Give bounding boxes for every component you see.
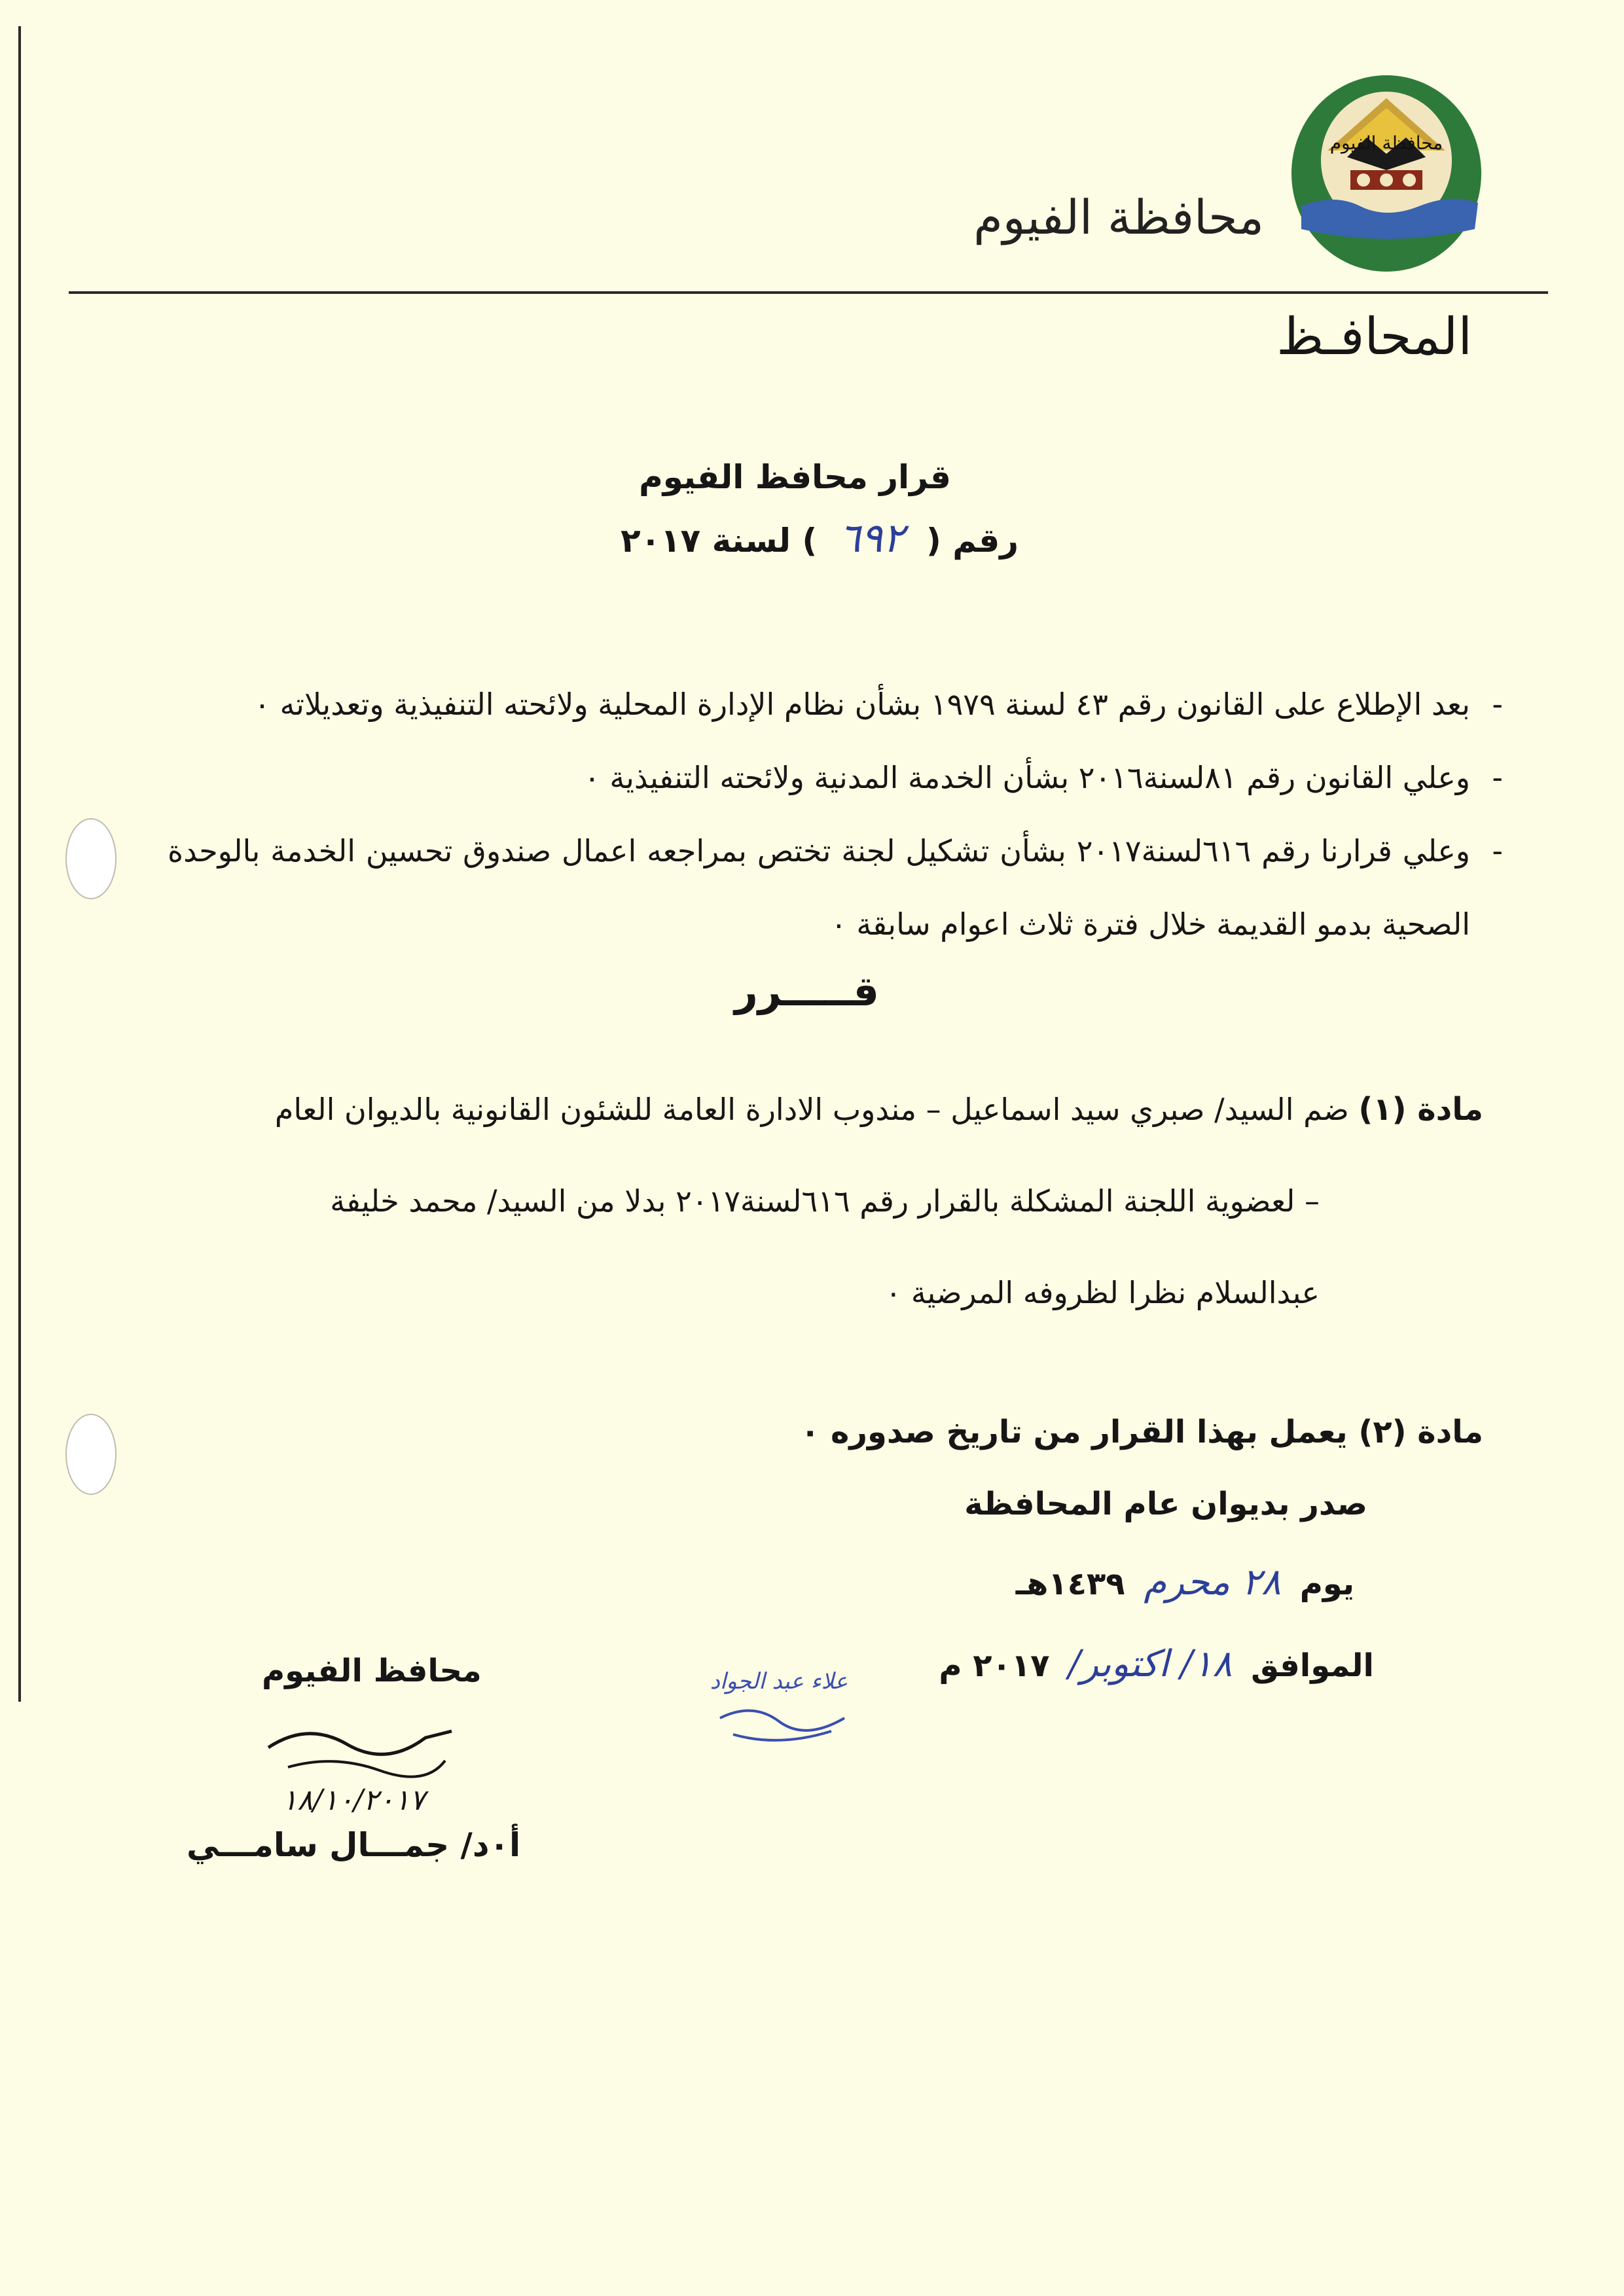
dash-bullet: - bbox=[1492, 833, 1503, 869]
preamble-text: بعد الإطلاع على القانون رقم ٤٣ لسنة ١٩٧٩ بشأن نظام الإدارة المحلية ولائحته التنفيذية وتعديلاته ٠ bbox=[254, 687, 1470, 722]
article-2-label: مادة (٢) bbox=[1358, 1414, 1483, 1450]
gregorian-handwritten: ١٨/ اكتوبر/ bbox=[1068, 1643, 1233, 1685]
scan-edge-line bbox=[18, 26, 21, 1702]
logo-wheel-spoke bbox=[1357, 173, 1370, 187]
header-divider bbox=[69, 291, 1548, 294]
preamble-item bbox=[168, 814, 1503, 961]
preamble-item bbox=[168, 741, 1503, 814]
gregorian-year: ٢٠١٧ م bbox=[939, 1647, 1050, 1684]
dash-bullet: - bbox=[1492, 760, 1503, 795]
article-1-line-3: عبدالسلام نظرا لظروفه المرضية ٠ bbox=[885, 1275, 1320, 1310]
signature-stroke bbox=[733, 1731, 831, 1740]
signature-stroke bbox=[720, 1711, 844, 1731]
logo-wheel-spoke bbox=[1403, 173, 1416, 187]
signature-stroke bbox=[288, 1761, 445, 1777]
article-1-line-2: – لعضوية اللجنة المشكلة بالقرار رقم ٦١٦لسنة٢٠١٧ بدلا من السيد/ محمد خليفة bbox=[330, 1183, 1320, 1219]
preamble-text: وعلي القانون رقم ٨١لسنة٢٠١٦ بشأن الخدمة المدنية ولائحته التنفيذية ٠ bbox=[584, 760, 1470, 795]
logo-text: محافظة الفيوم bbox=[1329, 132, 1443, 154]
gregorian-label: الموافق bbox=[1251, 1647, 1374, 1684]
decided-heading: قـــــرر bbox=[734, 967, 879, 1015]
preamble-list bbox=[168, 668, 1503, 961]
middle-signature-text: علاء عبد الجواد bbox=[710, 1668, 848, 1695]
governor-name: أ٠د/ جمـــال سامـــي bbox=[187, 1826, 521, 1864]
logo-wheel-spoke bbox=[1380, 173, 1393, 187]
decision-number-suffix: ) لسنة ٢٠١٧ bbox=[621, 522, 818, 560]
gregorian-date bbox=[939, 1643, 1374, 1685]
preamble-text: وعلي قرارنا رقم ٦١٦لسنة٢٠١٧ بشأن تشكيل لجنة تختص بمراجعه اعمال صندوق تحسين الخدمة بالوحدة الصحية بدمو القديمة خلال فترة ثلاث اعوام سابقة ٠ bbox=[168, 833, 1470, 942]
day-label: يوم bbox=[1299, 1566, 1354, 1602]
decision-number-handwritten: ٦٩٢ bbox=[839, 514, 905, 562]
decision-title: قرار محافظ الفيوم bbox=[639, 458, 951, 496]
governor-signature bbox=[229, 1708, 478, 1826]
article-2-text: يعمل بهذا القرار من تاريخ صدوره ٠ bbox=[801, 1414, 1348, 1450]
article-1 bbox=[141, 1064, 1483, 1338]
article-1-line-1: ضم السيد/ صبري سيد اسماعيل – مندوب الادارة العامة للشئون القانونية بالديوان العام bbox=[274, 1092, 1349, 1127]
decision-number bbox=[621, 514, 1019, 562]
hijri-date bbox=[1016, 1561, 1354, 1604]
article-2 bbox=[801, 1414, 1483, 1450]
issued-at: صدر بديوان عام المحافظة bbox=[964, 1486, 1367, 1522]
hijri-year: ١٤٣٩هـ bbox=[1015, 1566, 1125, 1602]
article-1-label: مادة (١) bbox=[1358, 1091, 1483, 1128]
governor-title: محافظ الفيوم bbox=[262, 1653, 482, 1689]
decision-number-prefix: رقم ( bbox=[926, 522, 1019, 560]
governorate-logo bbox=[1288, 72, 1485, 275]
preamble-item bbox=[168, 668, 1503, 741]
office-label: المحافـظ bbox=[1276, 308, 1472, 367]
middle-signature bbox=[694, 1656, 857, 1761]
punch-hole bbox=[65, 818, 117, 899]
governorate-name: محافظة الفيوم bbox=[973, 190, 1264, 245]
dash-bullet: - bbox=[1492, 687, 1503, 722]
hijri-handwritten: ٢٨ محرم bbox=[1144, 1561, 1281, 1604]
signature-stroke bbox=[268, 1731, 452, 1754]
governor-sign-date: ١٨/١٠/٢٠١٧ bbox=[281, 1784, 425, 1817]
punch-hole bbox=[65, 1414, 117, 1495]
